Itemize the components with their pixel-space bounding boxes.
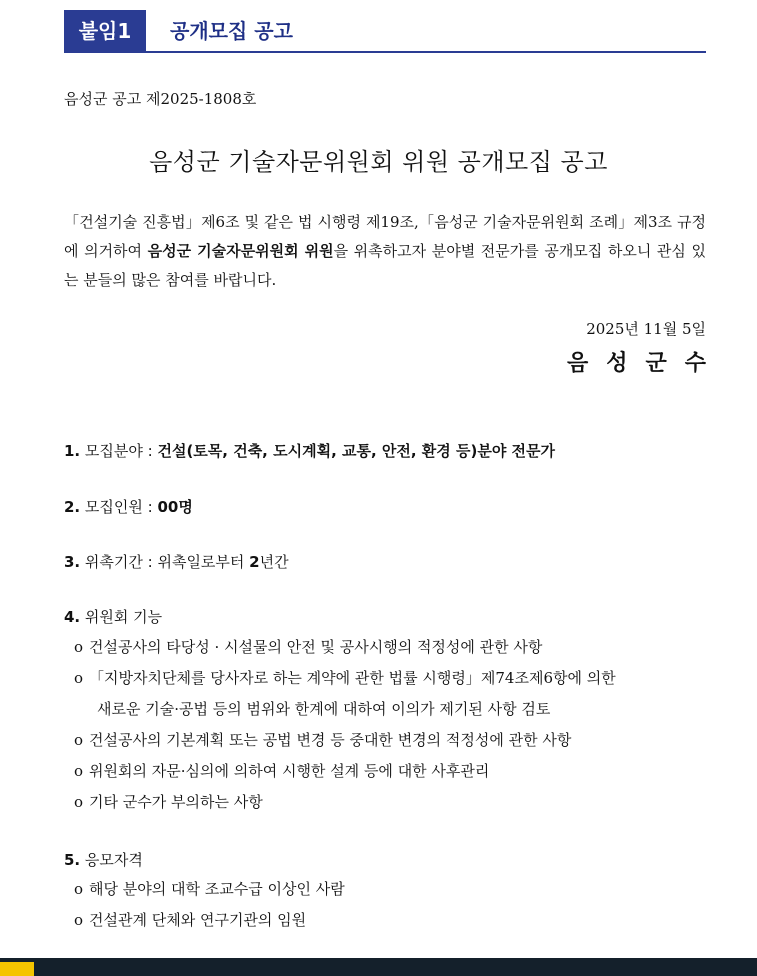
section-term bbox=[64, 551, 289, 572]
header-divider bbox=[64, 51, 706, 53]
section-recruit-count bbox=[64, 496, 193, 517]
page-title: 음성군 기술자문위원회 위원 공개모집 공고 bbox=[149, 148, 608, 176]
bullet-marker: o bbox=[74, 880, 84, 898]
section-number: 5. bbox=[64, 851, 81, 869]
list-item bbox=[74, 874, 714, 905]
section-committee-functions bbox=[64, 606, 162, 627]
list-item-text: 위원회의 자문·심의에 의하여 시행한 설계 등에 대한 사후관리 bbox=[89, 762, 490, 780]
list-item-continuation: 새로운 기술·공법 등의 범위와 한계에 대하여 이의가 제기된 사항 검토 bbox=[97, 700, 551, 718]
section-value: 2 bbox=[249, 553, 260, 571]
list-item-text: 해당 분야의 대학 조교수급 이상인 사람 bbox=[89, 880, 345, 898]
list-item bbox=[74, 787, 714, 818]
attachment-header bbox=[64, 10, 706, 54]
list-item bbox=[74, 663, 714, 725]
notice-number: 음성군 공고 제2025-1808호 bbox=[64, 90, 257, 108]
section-qualifications bbox=[64, 849, 143, 870]
section-label: 위원회 기능 bbox=[80, 608, 163, 626]
attachment-tag: 붙임1 bbox=[64, 10, 146, 52]
section-label: 위촉기간 : 위촉일로부터 bbox=[80, 553, 250, 571]
header-title: 공개모집 공고 bbox=[170, 19, 293, 43]
bullet-marker: o bbox=[74, 638, 84, 656]
section-number: 1. bbox=[64, 442, 81, 460]
bottom-badge bbox=[0, 962, 34, 976]
intro-text: 「건설기술 진흥법」제6조 및 같은 법 시행령 제19조,「음성군 기술자문위원회 조례」제3조 규정에 의거하여 bbox=[64, 213, 706, 260]
bullet-marker: o bbox=[74, 731, 84, 749]
section-number: 2. bbox=[64, 498, 81, 516]
list-item bbox=[74, 756, 714, 787]
list-item-text: 건설공사의 타당성 · 시설물의 안전 및 공사시행의 적정성에 관한 사항 bbox=[89, 638, 543, 656]
functions-list bbox=[74, 632, 714, 818]
list-item-text: 기타 군수가 부의하는 사항 bbox=[89, 793, 263, 811]
section-value: 00명 bbox=[157, 498, 193, 516]
section-label: 모집분야 : bbox=[80, 442, 158, 460]
bullet-marker: o bbox=[74, 793, 84, 811]
bullet-marker: o bbox=[74, 911, 84, 929]
section-value: 건설(토목, 건축, 도시계획, 교통, 안전, 환경 등)분야 전문가 bbox=[157, 442, 556, 460]
list-item-text: 「지방자치단체를 당사자로 하는 계약에 관한 법률 시행령」제74조제6항에 의한 bbox=[89, 669, 616, 687]
list-item bbox=[74, 905, 714, 936]
section-recruit-field bbox=[64, 440, 555, 461]
intro-text-end: 을 위촉하고자 분야별 전문가를 공개모집 하오니 관심 있는 분들의 많은 참여를 바랍니다. bbox=[64, 242, 706, 289]
list-item-text: 건설관계 단체와 연구기관의 임원 bbox=[89, 911, 307, 929]
bottom-bar bbox=[0, 958, 757, 976]
intro-paragraph bbox=[64, 208, 706, 295]
section-number: 4. bbox=[64, 608, 81, 626]
intro-emphasis: 음성군 기술자문위원회 위원 bbox=[147, 242, 334, 260]
section-label: 모집인원 : bbox=[80, 498, 158, 516]
list-item-text: 건설공사의 기본계획 또는 공법 변경 등 중대한 변경의 적정성에 관한 사항 bbox=[89, 731, 572, 749]
bullet-marker: o bbox=[74, 669, 84, 687]
section-suffix: 년간 bbox=[259, 553, 289, 571]
section-label: 응모자격 bbox=[80, 851, 143, 869]
list-item bbox=[74, 725, 714, 756]
issuer-name: 음성군수 bbox=[566, 351, 724, 376]
list-item bbox=[74, 632, 714, 663]
notice-date: 2025년 11월 5일 bbox=[586, 320, 706, 338]
bullet-marker: o bbox=[74, 762, 84, 780]
qualifications-list bbox=[74, 874, 714, 936]
section-number: 3. bbox=[64, 553, 81, 571]
